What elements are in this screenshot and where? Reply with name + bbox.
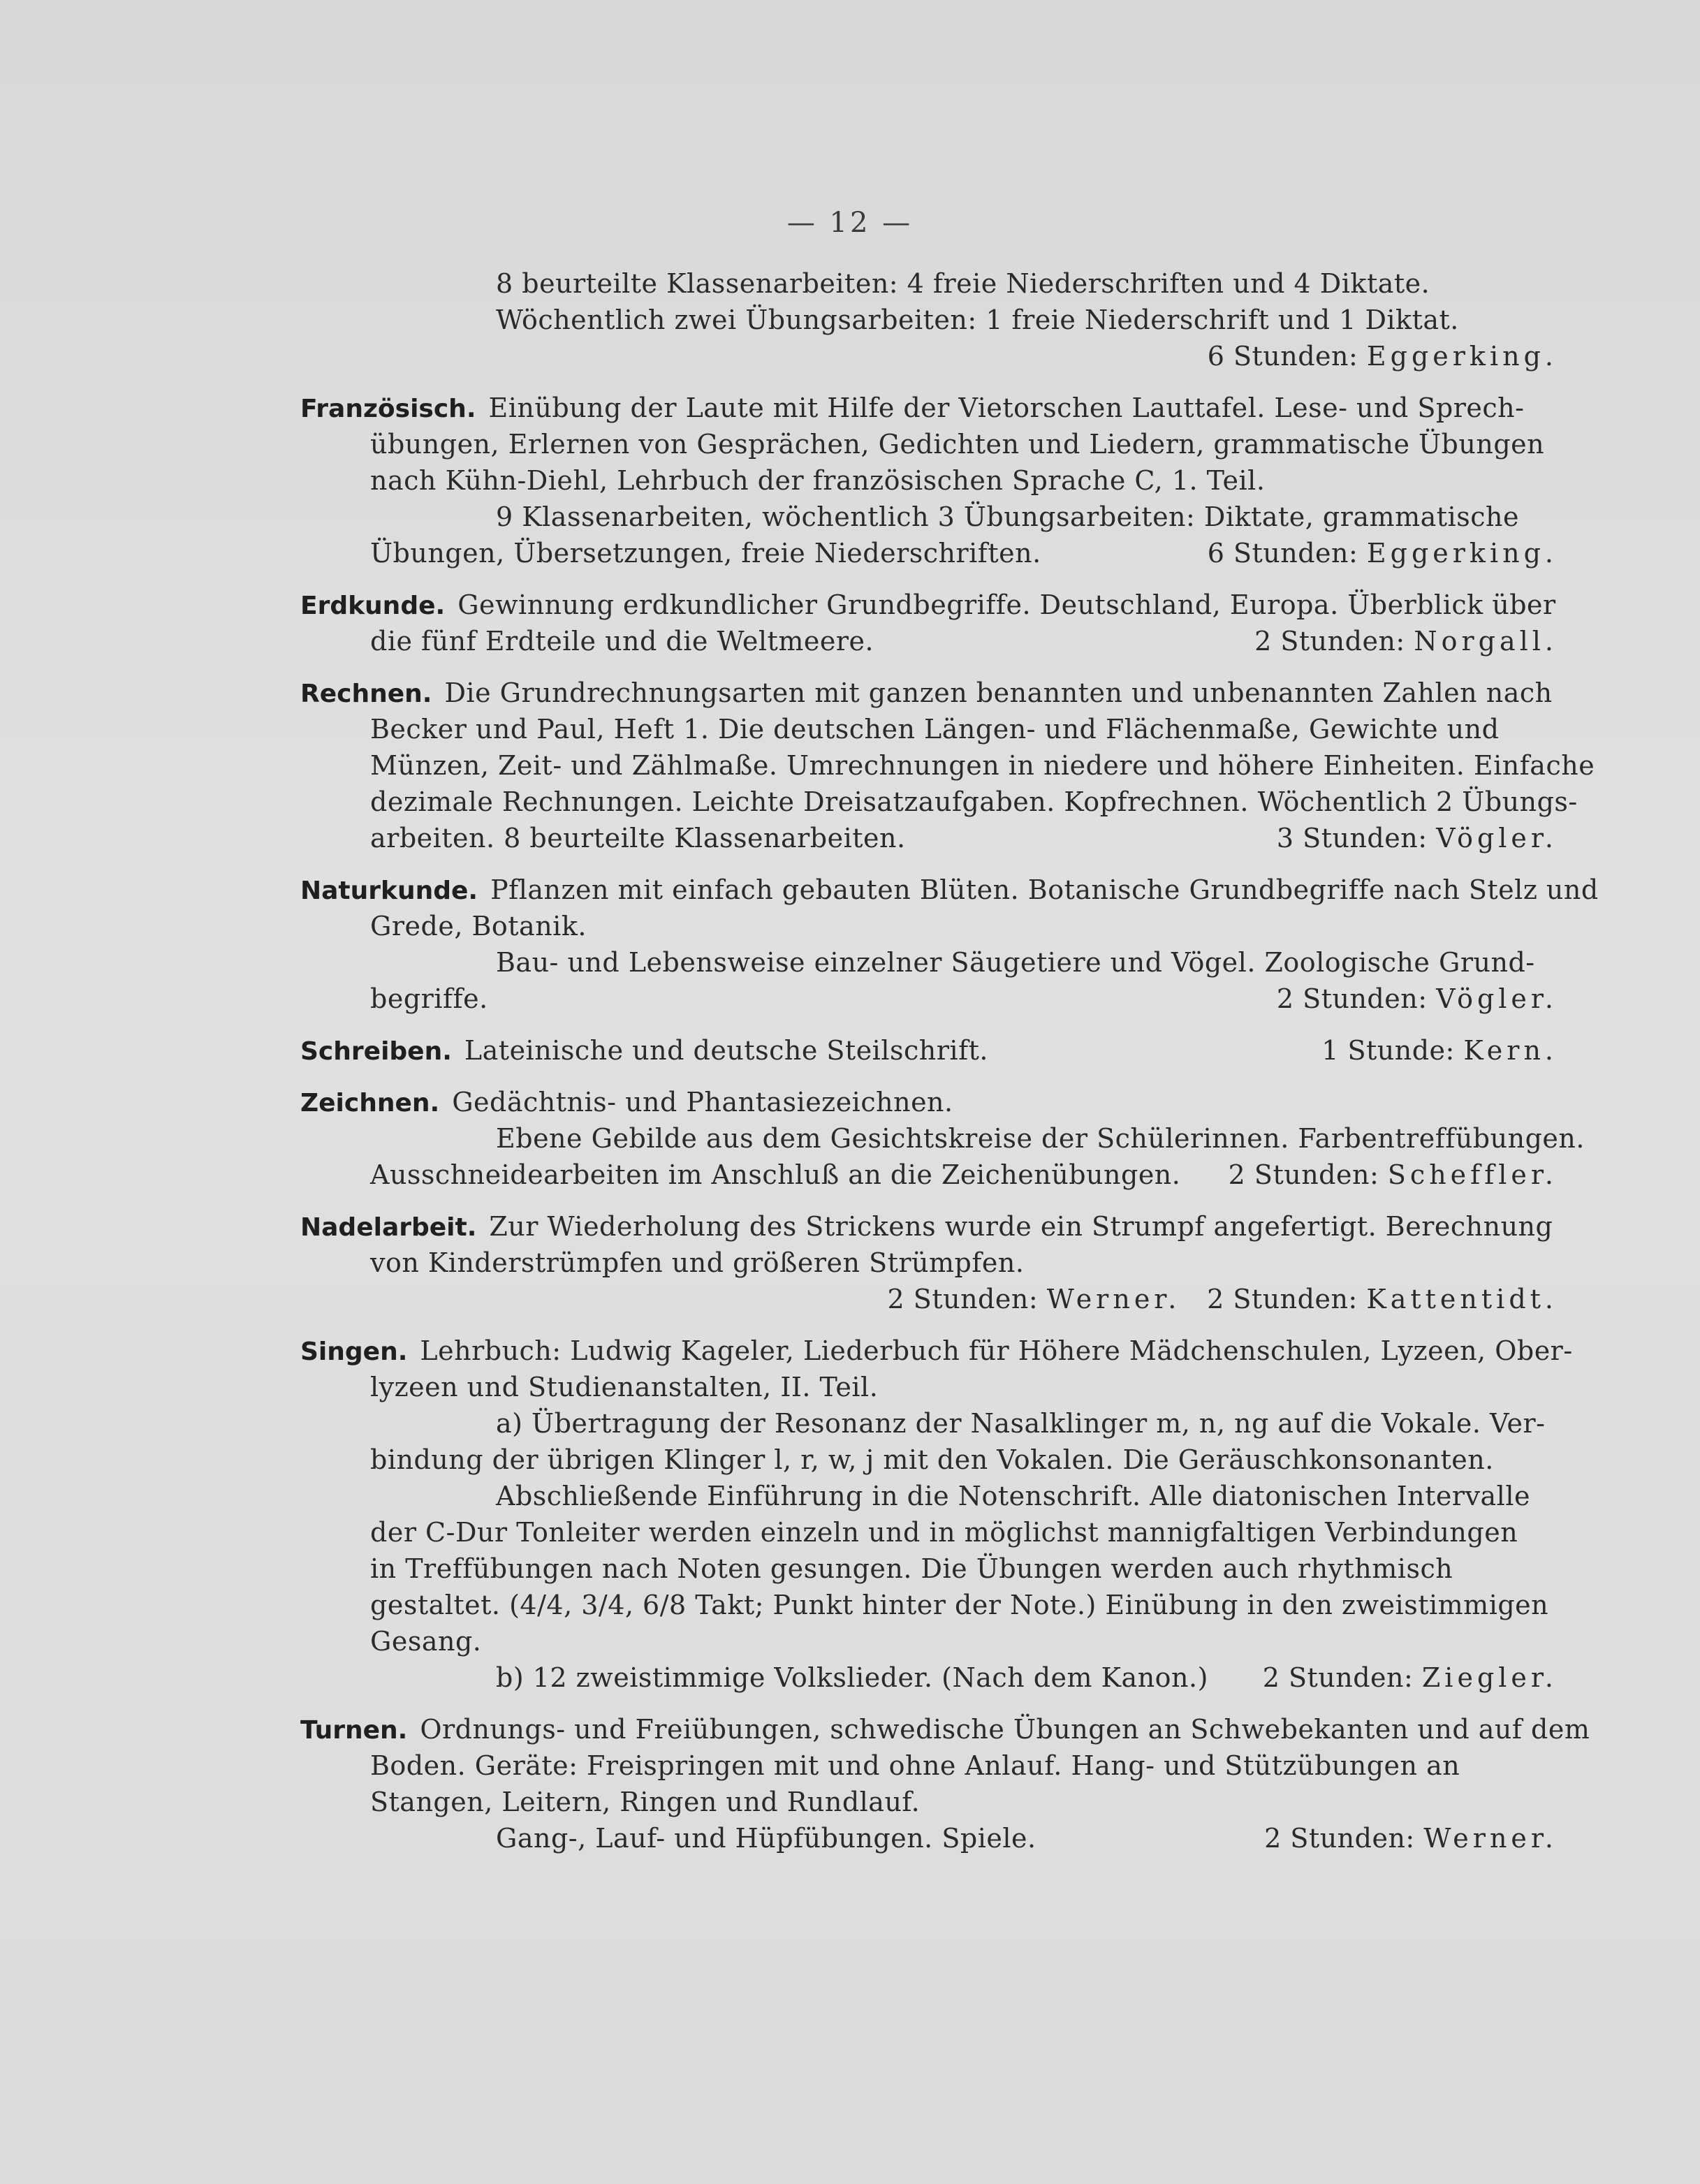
intro-line-2: Wöchentlich zwei Übungsarbeiten: 1 freie Niederschrift und 1 Diktat.: [496, 305, 1459, 335]
section-heading: Singen.: [300, 1337, 408, 1366]
teacher-name: Vögler.: [1436, 983, 1558, 1014]
section-zeichnen: Zeichnen. Gedächtnis- und Phantasiezeichnen. Ebene Gebilde aus dem Gesichtskreise der Schülerinnen. Farbentreffübungen. Ausschneidearbeiten im Anschluß an die Zeichenübungen. 2 Stunden: Scheffler.: [300, 1087, 1585, 1190]
section-heading: Schreiben.: [300, 1037, 452, 1066]
section-heading: Turnen.: [300, 1716, 408, 1745]
text-column: [300, 265, 1599, 1856]
intro-line-1: 8 beurteilte Klassenarbeiten: 4 freie Niederschriften und 4 Diktate.: [496, 268, 1430, 299]
teacher-name: Eggerking.: [1366, 341, 1558, 372]
section-heading: Erdkunde.: [300, 592, 446, 620]
page-number: — 12 —: [786, 207, 914, 239]
section-franzoesisch: Französisch. Einübung der Laute mit Hilfe der Vietorschen Lauttafel. Lese- und Sprech- übungen, Erlernen von Gesprächen, Gedichten und Liedern, grammatische Übungen nach Kühn-Diehl, Lehrbuch der französischen Sprache C, 1. Teil. 9 Klassenarbeiten, wöchentlich 3 Übungsarbeiten: Diktate, grammatische Übungen, Übersetzungen, freie Niederschriften. 6 Stunden: Eggerking.: [300, 393, 1558, 569]
teacher-name: Kattentidt.: [1366, 1284, 1558, 1314]
section-rechnen: Rechnen. Die Grundrechnungsarten mit ganzen benannten und unbenannten Zahlen nach Becker und Paul, Heft 1. Die deutschen Längen- und Flächenmaße, Gewichte und Münzen, Zeit- und Zählmaße. Umrechnungen in niedere und höhere Einheiten. Einfache dezimale Rechnungen. Leichte Dreisatzaufgaben. Kopfrechnen. Wöchentlich 2 Übungs- arbeiten. 8 beurteilte Klassenarbeiten. 3 Stunden: Vögler.: [300, 677, 1595, 853]
section-heading: Nadelarbeit.: [300, 1213, 477, 1242]
section-heading: Französisch.: [300, 395, 476, 423]
section-schreiben: Schreiben. Lateinische und deutsche Steilschrift. 1 Stunde: Kern.: [300, 1035, 1558, 1066]
teacher-name: Scheffler.: [1387, 1159, 1558, 1190]
section-turnen: Turnen. Ordnungs- und Freiübungen, schwedische Übungen an Schwebekanten und auf dem Boden. Geräte: Freispringen mit und ohne Anlauf. Hang- und Stützübungen an Stangen, Leitern, Ringen und Rundlauf. Gang-, Lauf- und Hüpfübungen. Spiele. 2 Stunden: Werner.: [300, 1714, 1590, 1854]
section-erdkunde: Erdkunde. Gewinnung erdkundlicher Grundbegriffe. Deutschland, Europa. Überblick über die fünf Erdteile und die Weltmeere. 2 Stunden: Norgall.: [300, 589, 1558, 657]
teacher-name: Eggerking.: [1366, 538, 1558, 569]
section-naturkunde: Naturkunde. Pflanzen mit einfach gebauten Blüten. Botanische Grundbegriffe nach Stelz und Grede, Botanik. Bau- und Lebensweise einzelner Säugetiere und Vögel. Zoologische Grund- begriffe. 2 Stunden: Vögler.: [300, 874, 1599, 1014]
teacher-name: Ziegler.: [1421, 1662, 1558, 1693]
teacher-name: Vögler.: [1436, 823, 1558, 853]
teacher-name: Werner.: [1423, 1823, 1558, 1854]
teacher-name: Kern.: [1463, 1035, 1558, 1066]
intro-hours: 6 Stunden: Eggerking.: [1207, 341, 1558, 372]
section-heading: Rechnen.: [300, 680, 432, 708]
section-singen: Singen. Lehrbuch: Ludwig Kageler, Liederbuch für Höhere Mädchenschulen, Lyzeen, Ober- lyzeen und Studienanstalten, II. Teil. a) Übertragung der Resonanz der Nasalklinger m, n, ng auf die Vokale. Ver- bindung der übrigen Klinger l, r, w, j mit den Vokalen. Die Geräuschkonsonanten. Abschließende Einführung in die Notenschrift. Alle diatonischen Intervalle der C-Dur Tonleiter werden einzeln und in möglichst mannigfaltigen Verbindungen in Treffübungen nach Noten gesungen. Die Übungen werden auch rhythmisch gestaltet. (4/4, 3/4, 6/8 Takt; Punkt hinter der Note.) Einübung in den zweistimmigen Gesang. b) 12 zweistimmige Volkslieder. (Nach dem Kanon.) 2 Stunden: Ziegler.: [300, 1335, 1573, 1693]
teacher-name: Norgall.: [1414, 626, 1558, 657]
section-nadelarbeit: Nadelarbeit. Zur Wiederholung des Strickens wurde ein Strumpf angefertigt. Berechnung von Kinderstrümpfen und größeren Strümpfen. 2 Stunden: Werner. 2 Stunden: Kattentidt.: [300, 1211, 1558, 1314]
section-heading: Naturkunde.: [300, 877, 478, 905]
teacher-name: Werner.: [1046, 1284, 1181, 1314]
section-heading: Zeichnen.: [300, 1089, 440, 1117]
